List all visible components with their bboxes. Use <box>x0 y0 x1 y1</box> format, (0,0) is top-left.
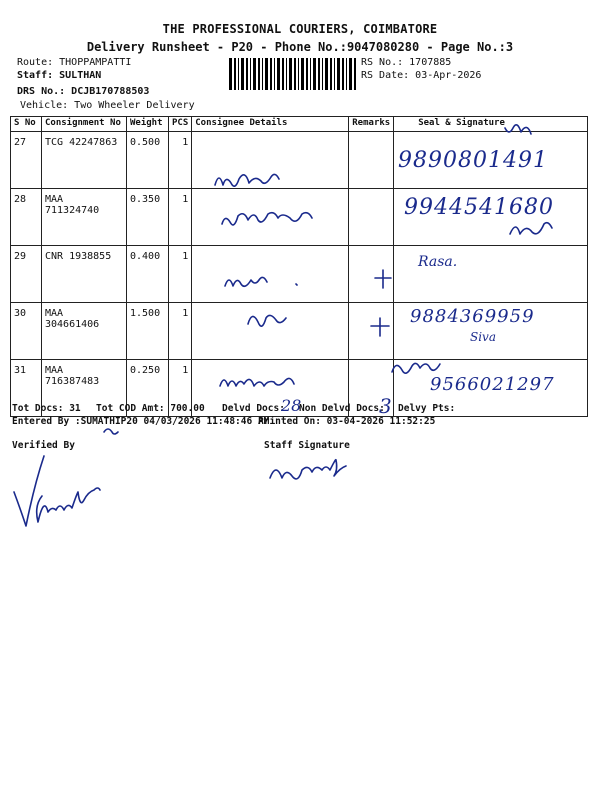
handwritten-arrow-29 <box>375 270 391 288</box>
handwritten-name-30 <box>248 315 286 326</box>
cell-weight: 0.350 <box>127 189 169 246</box>
cell-consignment: MAA 304661406 <box>42 303 127 360</box>
cell-sno: 30 <box>11 303 42 360</box>
cell-sno: 31 <box>11 360 42 417</box>
rs-date: RS Date: 03-Apr-2026 <box>361 70 482 81</box>
staff-label: Staff: SULTHAN <box>17 70 102 81</box>
handwritten-name-31 <box>220 378 294 386</box>
cell-pcs: 1 <box>169 132 192 189</box>
cell-weight: 0.400 <box>127 246 169 303</box>
header-seal: Seal & Signature <box>394 117 588 132</box>
printed-on: Printed On: 03-04-2026 11:52:25 <box>258 416 436 427</box>
handwritten-name-rasa: Rasa. <box>418 254 458 270</box>
cell-pcs: 1 <box>169 246 192 303</box>
handwritten-phone-27: 9890801491 <box>398 148 548 173</box>
total-docs: Tot Docs: 31 <box>12 403 81 414</box>
cell-sno: 29 <box>11 246 42 303</box>
delivered-docs-value: 28 <box>281 396 302 415</box>
total-cod: Tot COD Amt: 700.00 <box>96 403 205 414</box>
verified-signature <box>14 456 100 526</box>
cell-consignment: MAA 711324740 <box>42 189 127 246</box>
cell-consignment: TCG 42247863 <box>42 132 127 189</box>
handwritten-phone-31: 9566021297 <box>430 374 555 395</box>
cell-consignment: MAA 716387483 <box>42 360 127 417</box>
non-delivered-label: Non Delvd Docs: <box>299 403 385 414</box>
vehicle-label: Vehicle: Two Wheeler Delivery <box>20 100 195 111</box>
delivery-points-label: Delvy Pts: <box>398 403 456 414</box>
cell-sno: 27 <box>11 132 42 189</box>
delivered-docs-label: Delvd Docs: <box>222 403 285 414</box>
cell-sno: 28 <box>11 189 42 246</box>
handwritten-name-29 <box>225 277 297 286</box>
drs-number: DRS No.: DCJB170788503 <box>17 86 150 97</box>
header-consignment: Consignment No <box>42 117 127 132</box>
non-delivered-value: 3 <box>379 394 392 418</box>
cell-pcs: 1 <box>169 360 192 417</box>
handwritten-seal-name-31 <box>392 363 440 373</box>
header-sno: S No <box>11 117 42 132</box>
runsheet-subtitle: Delivery Runsheet - P20 - Phone No.:9047080280 - Page No.:3 <box>86 40 514 54</box>
route-label: Route: THOPPAMPATTI <box>17 57 132 68</box>
company-title: THE PROFESSIONAL COURIERS, COIMBATORE <box>162 22 438 36</box>
handwritten-arrow-30 <box>371 318 389 336</box>
verified-by-label: Verified By <box>12 440 75 451</box>
handwritten-mark-footer <box>104 429 118 434</box>
header-pcs: PCS <box>169 117 192 132</box>
header-details: Consignee Details <box>192 117 349 132</box>
handwritten-phone-30: 9884369959 <box>410 306 535 327</box>
header-weight: Weight <box>127 117 169 132</box>
staff-signature <box>270 460 346 479</box>
handwritten-name-28 <box>222 213 312 225</box>
handwritten-mark-top <box>505 125 531 134</box>
cell-weight: 0.500 <box>127 132 169 189</box>
cell-weight: 0.250 <box>127 360 169 417</box>
handwritten-name-27 <box>215 174 279 186</box>
cell-pcs: 1 <box>169 189 192 246</box>
staff-signature-label: Staff Signature <box>264 440 350 451</box>
cell-consignment: CNR 1938855 <box>42 246 127 303</box>
handwritten-name-siva: Siva <box>470 330 496 344</box>
entered-by: Entered By :SUMATHIP20 04/03/2026 11:48:46 AM <box>12 416 270 427</box>
header-remarks: Remarks <box>349 117 394 132</box>
rs-number: RS No.: 1707885 <box>361 57 452 68</box>
cell-pcs: 1 <box>169 303 192 360</box>
cell-weight: 1.500 <box>127 303 169 360</box>
handwritten-mark-28 <box>510 223 552 234</box>
handwritten-phone-28: 9944541680 <box>404 195 554 220</box>
